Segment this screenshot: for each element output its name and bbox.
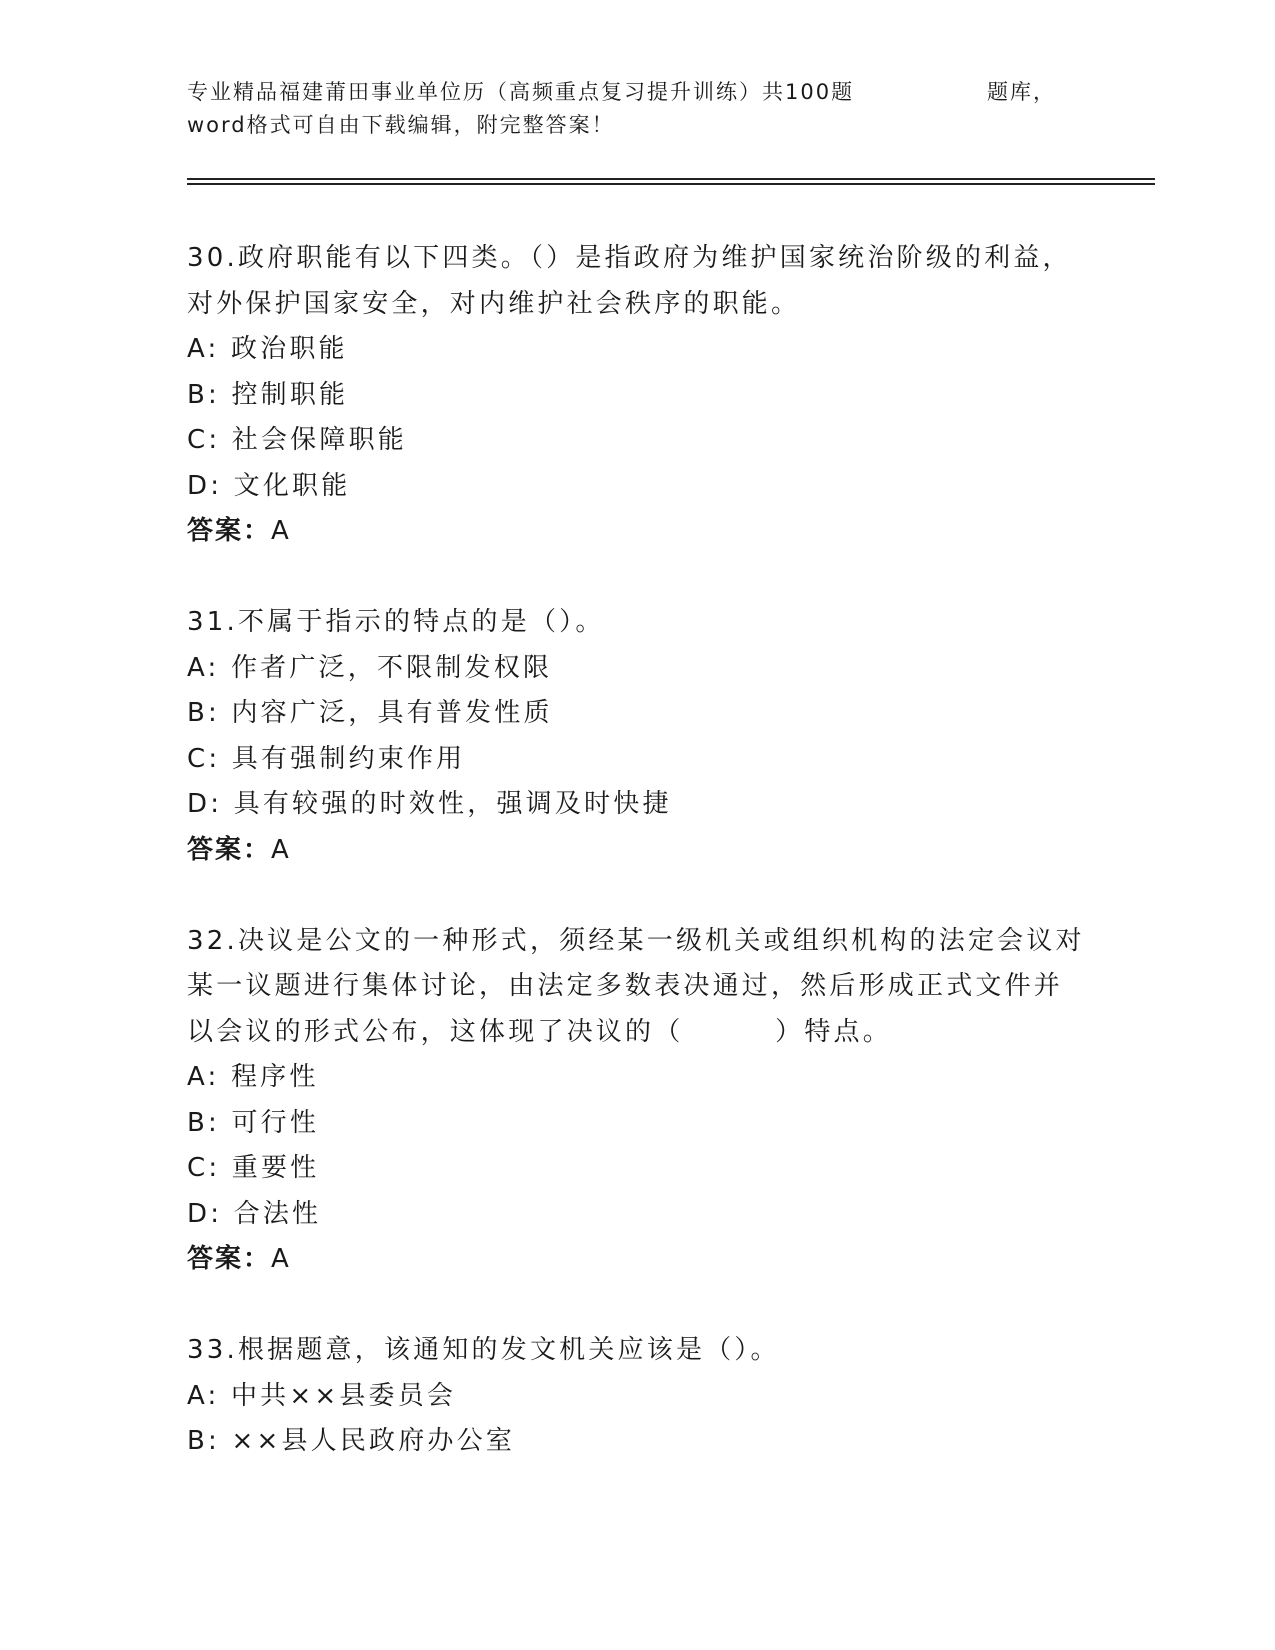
header-divider-top — [187, 178, 1155, 180]
question-stem-line: 33.根据题意，该通知的发文机关应该是（）。 — [187, 1335, 780, 1365]
header-divider-bottom — [187, 183, 1155, 185]
header-title: 专业精品福建莆田事业单位历（高频重点复习提升训练）共100题 — [187, 80, 855, 104]
answer-line — [187, 1237, 1087, 1283]
header-subtitle: word格式可自由下载编辑，附完整答案！ — [187, 113, 615, 137]
option-c: C: 重要性 — [187, 1153, 320, 1183]
option-b: B: 可行性 — [187, 1107, 320, 1138]
question-32 — [187, 919, 1087, 1283]
option-b: B: 控制职能 — [187, 379, 349, 410]
answer-label: 答案： — [187, 834, 272, 865]
option-d: D: 具有较强的时效性，强调及时快捷 — [187, 789, 672, 819]
question-stem-line: 31.不属于指示的特点的是（）。 — [187, 607, 605, 637]
answer-value: A — [271, 1244, 291, 1274]
question-stem-line: 32.决议是公文的一种形式，须经某一级机关或组织机构的法定会议对 — [187, 925, 1085, 956]
option-a: A: 程序性 — [187, 1062, 319, 1092]
question-stem-line: 以会议的形式公布，这体现了决议的（ ）特点。 — [187, 1016, 892, 1047]
option-b: B: 内容广泛，具有普发性质 — [187, 698, 553, 728]
answer-value: A — [271, 834, 291, 865]
option-d: D: 合法性 — [187, 1198, 322, 1229]
option-d: D: 文化职能 — [187, 470, 351, 501]
question-31 — [187, 600, 1087, 873]
option-c: C: 具有强制约束作用 — [187, 743, 466, 774]
option-a: A: 中共××县委员会 — [187, 1380, 457, 1411]
question-30 — [187, 236, 1087, 555]
answer-line — [187, 828, 1087, 874]
answer-line — [187, 509, 1087, 555]
question-stem-line: 对外保护国家安全，对内维护社会秩序的职能。 — [187, 288, 801, 319]
question-stem-line: 30.政府职能有以下四类。（）是指政府为维护国家统治阶级的利益， — [187, 243, 1072, 273]
answer-label: 答案： — [187, 1244, 272, 1274]
answer-value: A — [271, 516, 291, 546]
question-33 — [187, 1328, 1087, 1465]
header-line-1 — [187, 76, 1067, 109]
question-stem-line: 某一议题进行集体讨论，由法定多数表决通过，然后形成正式文件并 — [187, 971, 1064, 1001]
option-c: C: 社会保障职能 — [187, 425, 407, 455]
header-title-tail: 题库， — [987, 80, 1056, 104]
option-a: A: 政治职能 — [187, 334, 348, 364]
question-list — [187, 236, 1087, 1510]
option-a: A: 作者广泛，不限制发权限 — [187, 652, 553, 683]
option-b: B: ××县人民政府办公室 — [187, 1426, 516, 1456]
document-header — [187, 76, 1067, 142]
answer-label: 答案： — [187, 516, 272, 546]
